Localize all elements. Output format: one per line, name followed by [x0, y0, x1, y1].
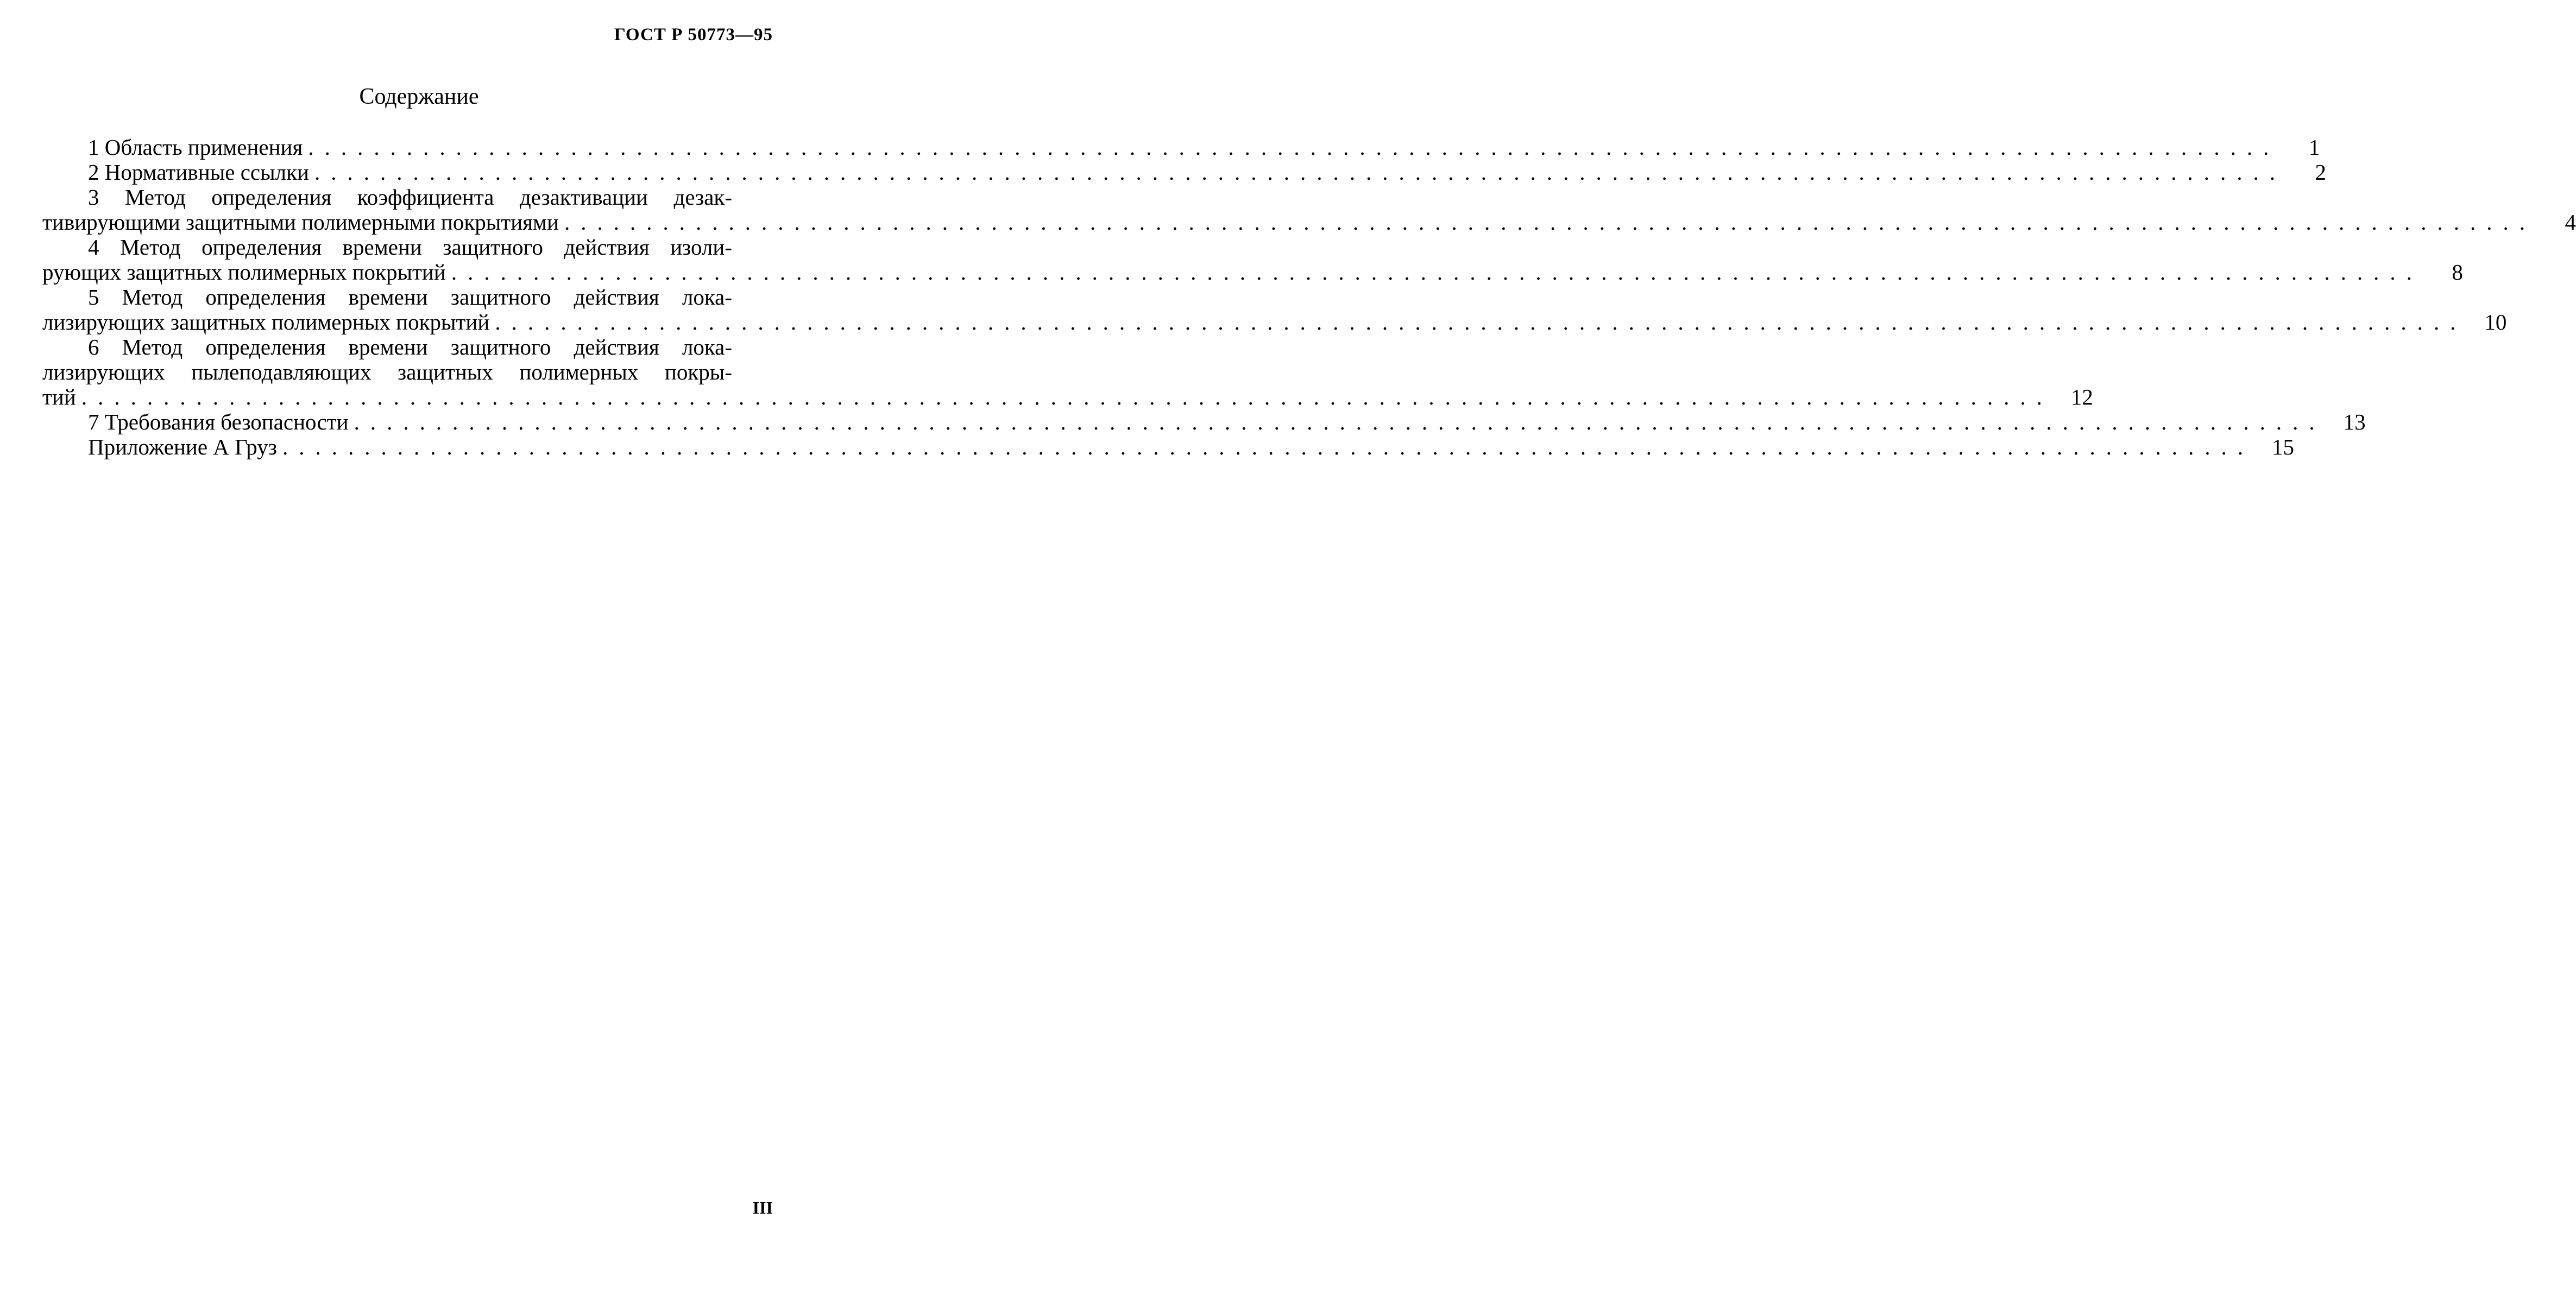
toc-entry-text: лизирующих защитных полимерных покрытий [42, 310, 490, 334]
toc-entry-line [42, 260, 2463, 285]
toc-entry-line [42, 434, 2294, 459]
toc-entry-page: 10 [2484, 310, 2507, 334]
dot-leader: ........................................................................................................................ [314, 160, 2286, 185]
toc-entry-text: 3 Метод определения коэффициента дезактивации дезак- [88, 185, 732, 210]
table-of-contents [42, 135, 2576, 459]
dot-leader: ........................................................................................................................ [354, 409, 2326, 434]
toc-entry [42, 185, 2576, 235]
toc-entry-line [42, 409, 2366, 434]
dot-leader: ........................................................................................................................ [451, 260, 2423, 285]
toc-entry-text: лизирующих пылеподавляющих защитных полимерных покры- [42, 359, 732, 384]
dot-leader: ........................................................................................................................ [564, 210, 2536, 235]
toc-entry-page: 1 [2308, 135, 2320, 160]
standard-code: ГОСТ Р 50773—95 [614, 25, 773, 45]
toc-entry [42, 135, 2320, 160]
toc-entry-text: 1 Область применения [88, 135, 303, 160]
toc-entry-line [42, 310, 2507, 334]
toc-entry-text: тий [42, 384, 76, 409]
toc-entry-line [42, 384, 2093, 409]
toc-entry-text: Приложение А Груз [88, 434, 277, 459]
toc-entry-text: 5 Метод определения времени защитного действия лока- [88, 285, 732, 310]
dot-leader: ........................................................................................................................ [282, 434, 2254, 459]
toc-entry-page: 13 [2343, 409, 2366, 434]
toc-entry [42, 160, 2326, 185]
toc-entry-text: тивирующими защитными полимерными покрытиями [42, 210, 559, 235]
toc-entry [42, 285, 2507, 334]
toc-entry-page: 15 [2271, 434, 2294, 459]
toc-entry [42, 409, 2366, 434]
toc-entry-text: 6 Метод определения времени защитного действия лока- [88, 334, 732, 359]
toc-entry-page: 4 [2565, 210, 2576, 235]
toc-entry-page: 2 [2315, 160, 2326, 185]
toc-entry-line [42, 210, 2576, 235]
toc-entry-text: рующих защитных полимерных покрытий [42, 260, 446, 285]
toc-entry [42, 334, 2093, 409]
toc-entry-text: 4 Метод определения времени защитного действия изоли- [88, 235, 732, 260]
toc-entry-page: 8 [2452, 260, 2463, 285]
toc-title: Содержание [359, 84, 479, 109]
toc-entry [42, 235, 2463, 285]
toc-entry-text: 7 Требования безопасности [88, 409, 349, 434]
toc-entry-page: 12 [2070, 384, 2093, 409]
toc-entry [42, 434, 2294, 459]
dot-leader: ........................................................................................................................ [308, 135, 2280, 160]
toc-entry-line [42, 160, 2326, 185]
dot-leader: ........................................................................................................................ [81, 384, 2053, 409]
toc-entry-text: 2 Нормативные ссылки [88, 160, 309, 185]
toc-entry-line [42, 135, 2320, 160]
page-number: III [752, 1198, 773, 1217]
dot-leader: ........................................................................................................................ [495, 310, 2467, 334]
